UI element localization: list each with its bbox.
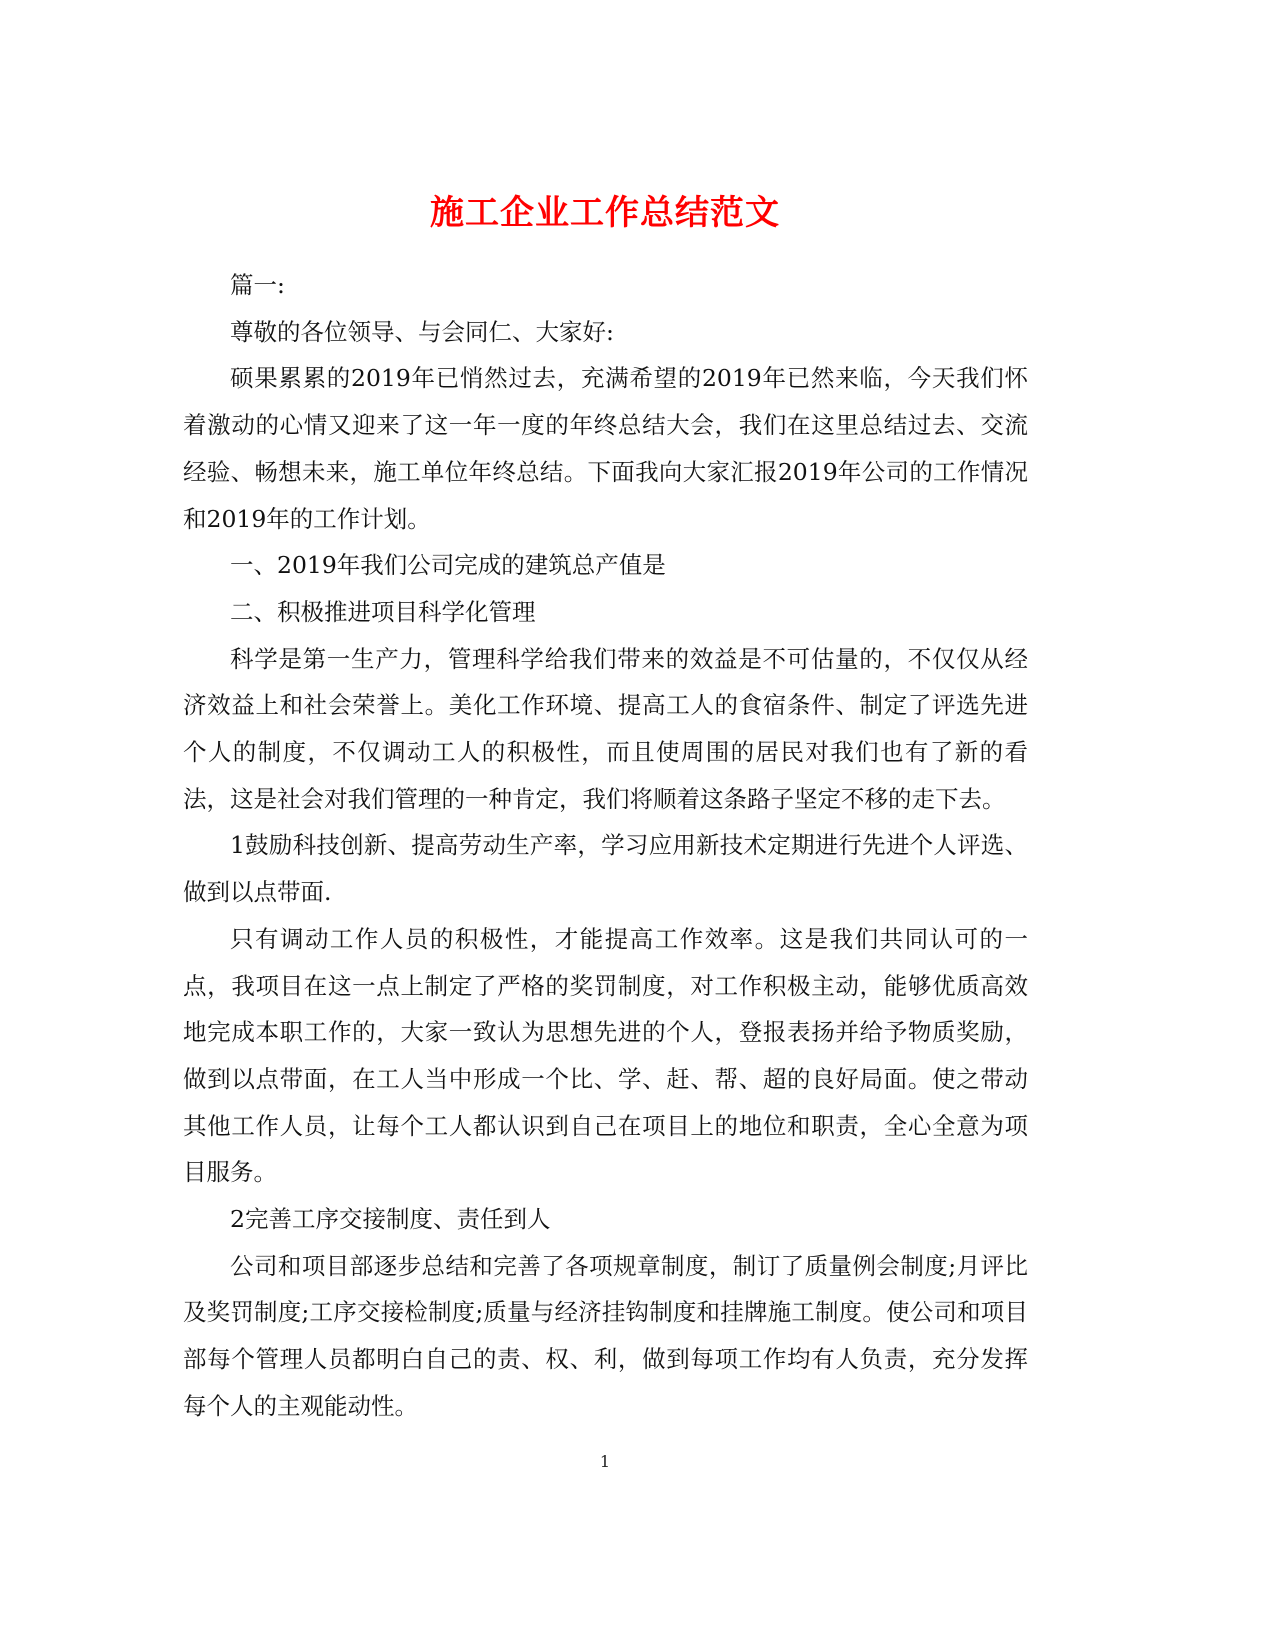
document-body bbox=[183, 262, 1028, 1430]
body-paragraph: 只有调动工作人员的积极性，才能提高工作效率。这是我们共同认可的一点，我项目在这一点上制定了严格的奖罚制度，对工作积极主动，能够优质高效地完成本职工作的，大家一致认为思想先进的个人，登报表扬并给予物质奖励，做到以点带面，在工人当中形成一个比、学、赶、帮、超的良好局面。使之带动其他工作人员，让每个工人都认识到自己在项目上的地位和职责，全心全意为项目服务。 bbox=[183, 924, 1028, 1187]
section-label: 篇一: bbox=[230, 271, 285, 299]
document-title: 施工企业工作总结范文 bbox=[430, 192, 780, 233]
body-paragraph: 公司和项目部逐步总结和完善了各项规章制度，制订了质量例会制度;月评比及奖罚制度;工序交接检制度;质量与经济挂钩制度和挂牌施工制度。使公司和项目部每个管理人员都明白自己的责、权、利，做到每项工作均有人负责，充分发挥每个人的主观能动性。 bbox=[183, 1251, 1028, 1420]
page-number: 1 bbox=[599, 1452, 611, 1471]
body-paragraph: 科学是第一生产力，管理科学给我们带来的效益是不可估量的，不仅仅从经济效益上和社会荣誉上。美化工作环境、提高工人的食宿条件、制定了评选先进个人的制度，不仅调动工人的积极性，而且使周围的居民对我们也有了新的看法，这是社会对我们管理的一种肯定，我们将顺着这条路子坚定不移的走下去。 bbox=[183, 644, 1028, 813]
section-heading: 二、积极推进项目科学化管理 bbox=[230, 597, 536, 626]
body-paragraph: 硕果累累的2019年已悄然过去，充满希望的2019年已然来临，今天我们怀着激动的心情又迎来了这一年一度的年终总结大会，我们在这里总结过去、交流经验、畅想未来，施工单位年终总结。下面我向大家汇报2019年公司的工作情况和2019年的工作计划。 bbox=[183, 364, 1028, 533]
section-heading: 一、2019年我们公司完成的建筑总产值是 bbox=[230, 551, 666, 580]
subsection-heading: 2完善工序交接制度、责任到人 bbox=[230, 1205, 551, 1234]
subsection-heading: 1鼓励科技创新、提高劳动生产率，学习应用新技术定期进行先进个人评选、做到以点带面. bbox=[183, 831, 1028, 907]
salutation: 尊敬的各位领导、与会同仁、大家好: bbox=[230, 317, 614, 346]
